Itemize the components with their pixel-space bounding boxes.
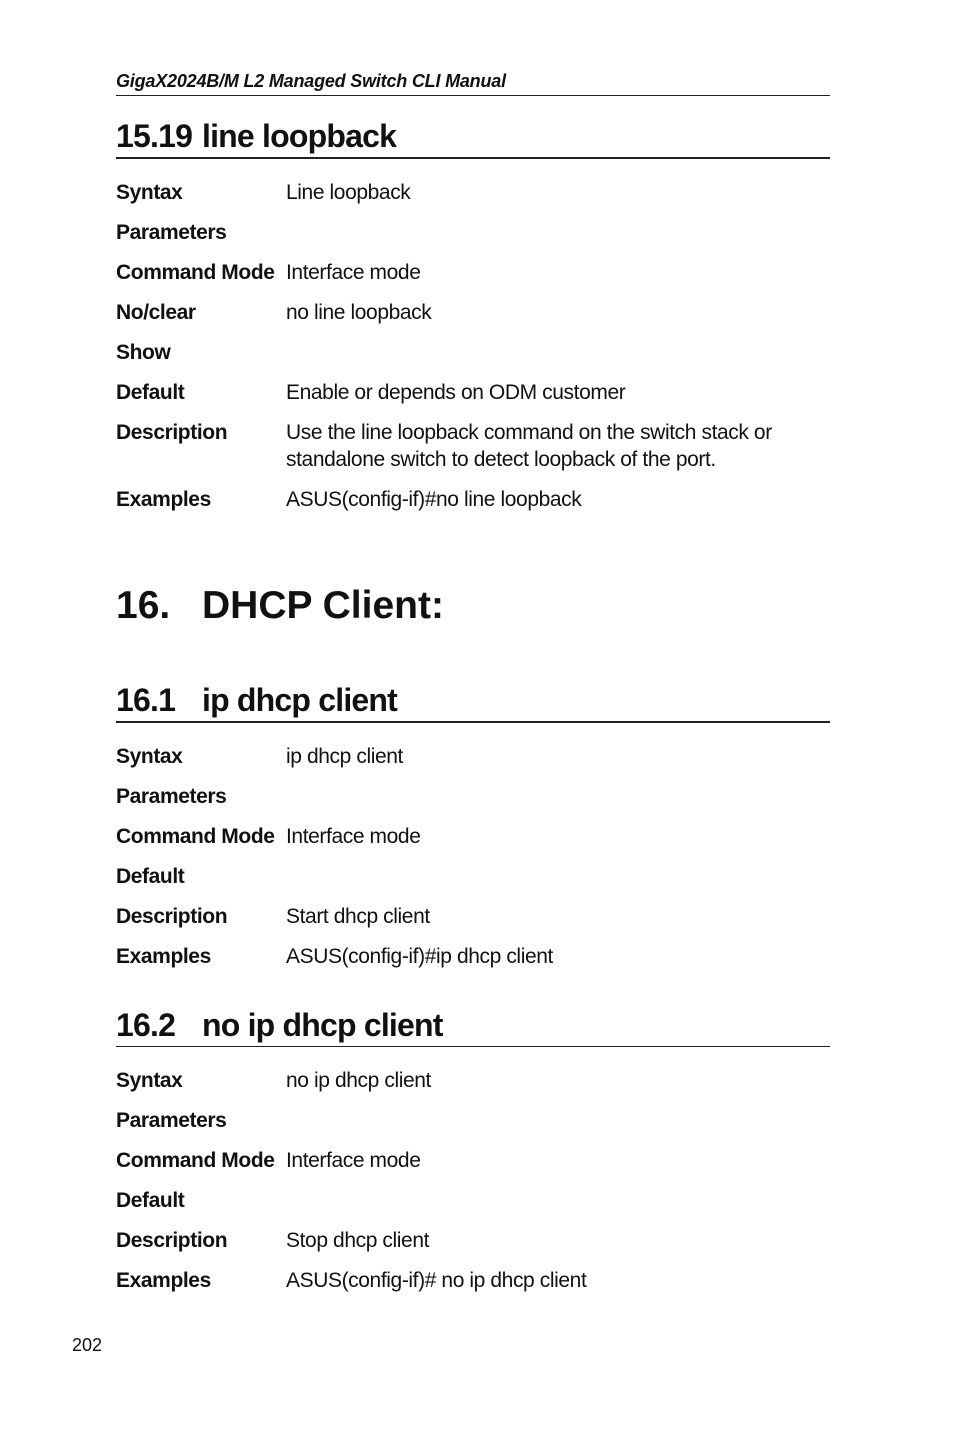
field-label: Command Mode	[116, 1149, 275, 1172]
chapter-number: 16.	[116, 584, 171, 627]
field-label: Description	[116, 905, 228, 928]
field-value: ASUS(config-if)# no ip dhcp client	[286, 1269, 587, 1292]
field-row-description	[116, 903, 830, 943]
field-label: Default	[116, 381, 185, 404]
field-row-syntax	[116, 743, 830, 783]
field-row-examples	[116, 486, 830, 526]
section-title: no ip dhcp client	[202, 1007, 443, 1043]
section-title: line loopback	[202, 118, 397, 154]
description-line: standalone switch to detect loopback of the port.	[286, 448, 716, 471]
chapter-title: DHCP Client:	[202, 584, 444, 627]
field-value: Enable or depends on ODM customer	[286, 381, 626, 404]
field-row-no-clear	[116, 299, 830, 339]
field-row-parameters	[116, 783, 830, 823]
field-label: Description	[116, 421, 228, 444]
field-value	[286, 219, 830, 259]
chapter-heading	[116, 582, 444, 630]
field-label: Command Mode	[116, 825, 275, 848]
description-line: Use the line loopback command on the switch stack or	[286, 421, 772, 444]
field-label: Syntax	[116, 745, 183, 768]
field-label: Show	[116, 341, 171, 364]
field-row-default	[116, 863, 830, 903]
running-header	[116, 70, 830, 96]
field-row-description	[116, 419, 830, 486]
field-value: Interface mode	[286, 825, 421, 848]
section-heading	[116, 1003, 830, 1047]
field-row-syntax	[116, 1067, 830, 1107]
field-label: Parameters	[116, 785, 227, 808]
field-row-show	[116, 339, 830, 379]
field-value: no ip dhcp client	[286, 1069, 431, 1092]
section-number: 16.2	[116, 1007, 176, 1043]
section-16-2	[116, 1003, 830, 1307]
field-row-default	[116, 1187, 830, 1227]
field-value	[286, 419, 830, 486]
field-value: ASUS(config-if)#ip dhcp client	[286, 945, 553, 968]
field-value: Interface mode	[286, 1149, 421, 1172]
section-number: 16.1	[116, 682, 176, 718]
field-label: Command Mode	[116, 261, 275, 284]
section-number: 15.19	[116, 118, 193, 154]
field-row-command-mode	[116, 1147, 830, 1187]
field-row-command-mode	[116, 259, 830, 299]
field-row-syntax	[116, 179, 830, 219]
manual-title: GigaX2024B/M L2 Managed Switch CLI Manual	[116, 71, 506, 91]
field-label: Parameters	[116, 1109, 227, 1132]
field-value	[286, 783, 830, 823]
page-number: 202	[72, 1335, 103, 1355]
section-title: ip dhcp client	[202, 682, 398, 718]
field-row-examples	[116, 1267, 830, 1307]
field-value: ASUS(config-if)#no line loopback	[286, 488, 582, 511]
field-row-description	[116, 1227, 830, 1267]
field-row-default	[116, 379, 830, 419]
field-value: Stop dhcp client	[286, 1229, 430, 1252]
field-label: Default	[116, 865, 185, 888]
field-value: Interface mode	[286, 261, 421, 284]
field-value	[286, 339, 830, 379]
field-value: Line loopback	[286, 181, 411, 204]
field-label: Default	[116, 1189, 185, 1212]
field-label: No/clear	[116, 301, 196, 324]
section-heading	[116, 678, 830, 723]
field-value	[286, 1187, 830, 1227]
field-row-command-mode	[116, 823, 830, 863]
field-label: Examples	[116, 945, 211, 968]
field-row-parameters	[116, 219, 830, 259]
section-16-1	[116, 678, 830, 983]
field-value	[286, 863, 830, 903]
field-row-parameters	[116, 1107, 830, 1147]
field-label: Examples	[116, 1269, 211, 1292]
section-15-19	[116, 114, 830, 526]
field-label: Examples	[116, 488, 211, 511]
field-value: ip dhcp client	[286, 745, 403, 768]
field-value	[286, 1107, 830, 1147]
field-value: Start dhcp client	[286, 905, 430, 928]
field-value: no line loopback	[286, 301, 432, 324]
field-label: Parameters	[116, 221, 227, 244]
field-row-examples	[116, 943, 830, 983]
field-label: Description	[116, 1229, 228, 1252]
field-label: Syntax	[116, 1069, 183, 1092]
field-label: Syntax	[116, 181, 183, 204]
section-heading	[116, 114, 830, 159]
